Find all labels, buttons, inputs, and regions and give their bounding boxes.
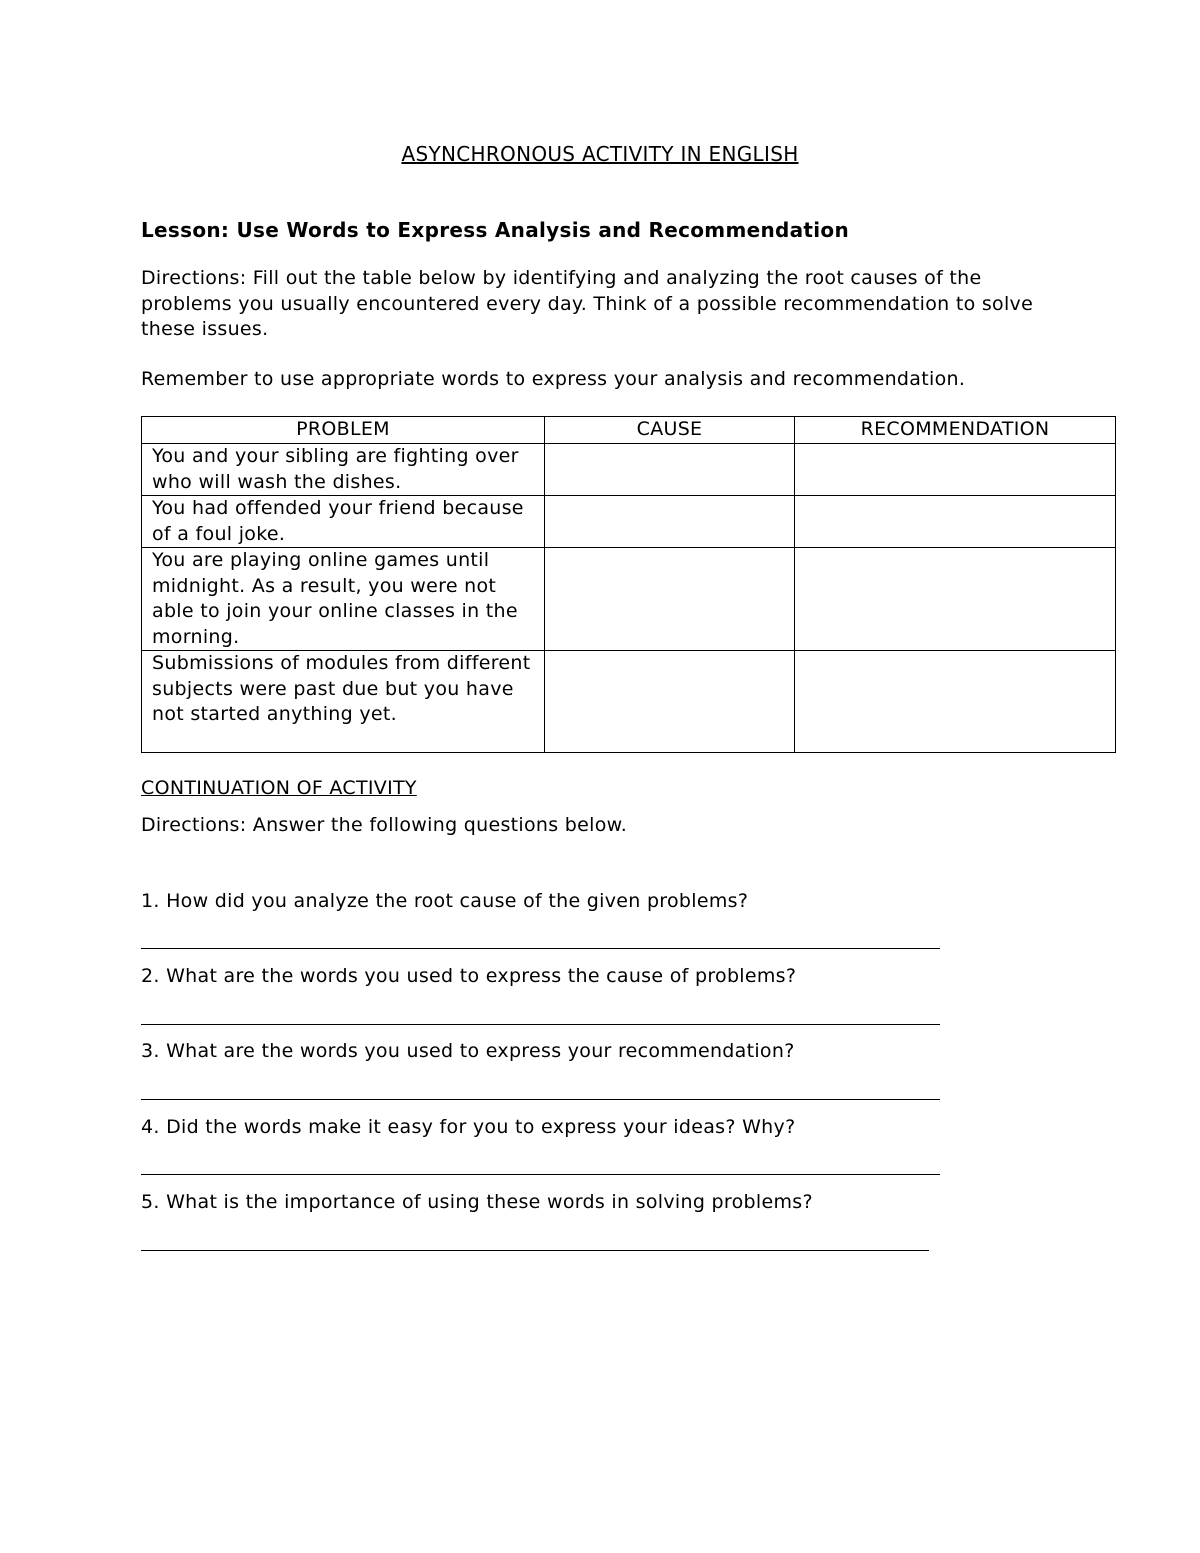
question-3: 3. What are the words you used to express your recommendation? [141,1040,795,1062]
cause-cell[interactable] [545,444,795,496]
answer-line-5[interactable] [141,1250,929,1251]
cause-cell[interactable] [545,548,795,651]
answer-line-4[interactable] [141,1174,940,1175]
question-5: 5. What is the importance of using these words in solving problems? [141,1191,813,1213]
recommendation-cell[interactable] [795,651,1116,753]
table-row [142,651,1116,753]
reminder-text: Remember to use appropriate words to express your analysis and recommendation. [141,368,966,390]
cause-cell[interactable] [545,496,795,548]
problem-cell: You are playing online games until midnight. As a result, you were not able to join your online classes in the morning. [142,548,545,651]
problem-cell: Submissions of modules from different subjects were past due but you have not started anything yet. [142,651,545,753]
page-title: ASYNCHRONOUS ACTIVITY IN ENGLISH [401,142,799,166]
header-recommendation: RECOMMENDATION [795,417,1116,444]
answer-line-2[interactable] [141,1024,940,1025]
question-2: 2. What are the words you used to express the cause of problems? [141,965,797,987]
problem-cell: You had offended your friend because of a foul joke. [142,496,545,548]
answer-line-3[interactable] [141,1099,940,1100]
recommendation-cell[interactable] [795,548,1116,651]
answer-line-1[interactable] [141,948,940,949]
header-problem: PROBLEM [142,417,545,444]
cause-cell[interactable] [545,651,795,753]
table-row [142,548,1116,651]
question-1: 1. How did you analyze the root cause of the given problems? [141,890,749,912]
problem-cell: You and your sibling are fighting over who will wash the dishes. [142,444,545,496]
table-row [142,444,1116,496]
recommendation-cell[interactable] [795,444,1116,496]
table-row [142,496,1116,548]
continuation-heading: CONTINUATION OF ACTIVITY [141,777,417,799]
recommendation-cell[interactable] [795,496,1116,548]
continuation-directions: Directions: Answer the following questions below. [141,814,628,836]
header-cause: CAUSE [545,417,795,444]
table-header-row [142,417,1116,444]
problem-table [141,416,1116,753]
lesson-title: Lesson: Use Words to Express Analysis and Recommendation [141,218,850,242]
question-4: 4. Did the words make it easy for you to express your ideas? Why? [141,1116,796,1138]
directions-text: Directions: Fill out the table below by identifying and analyzing the root causes of the problems you usually encountered every day. Think of a possible recommendation to solve these issues. [141,267,1034,340]
